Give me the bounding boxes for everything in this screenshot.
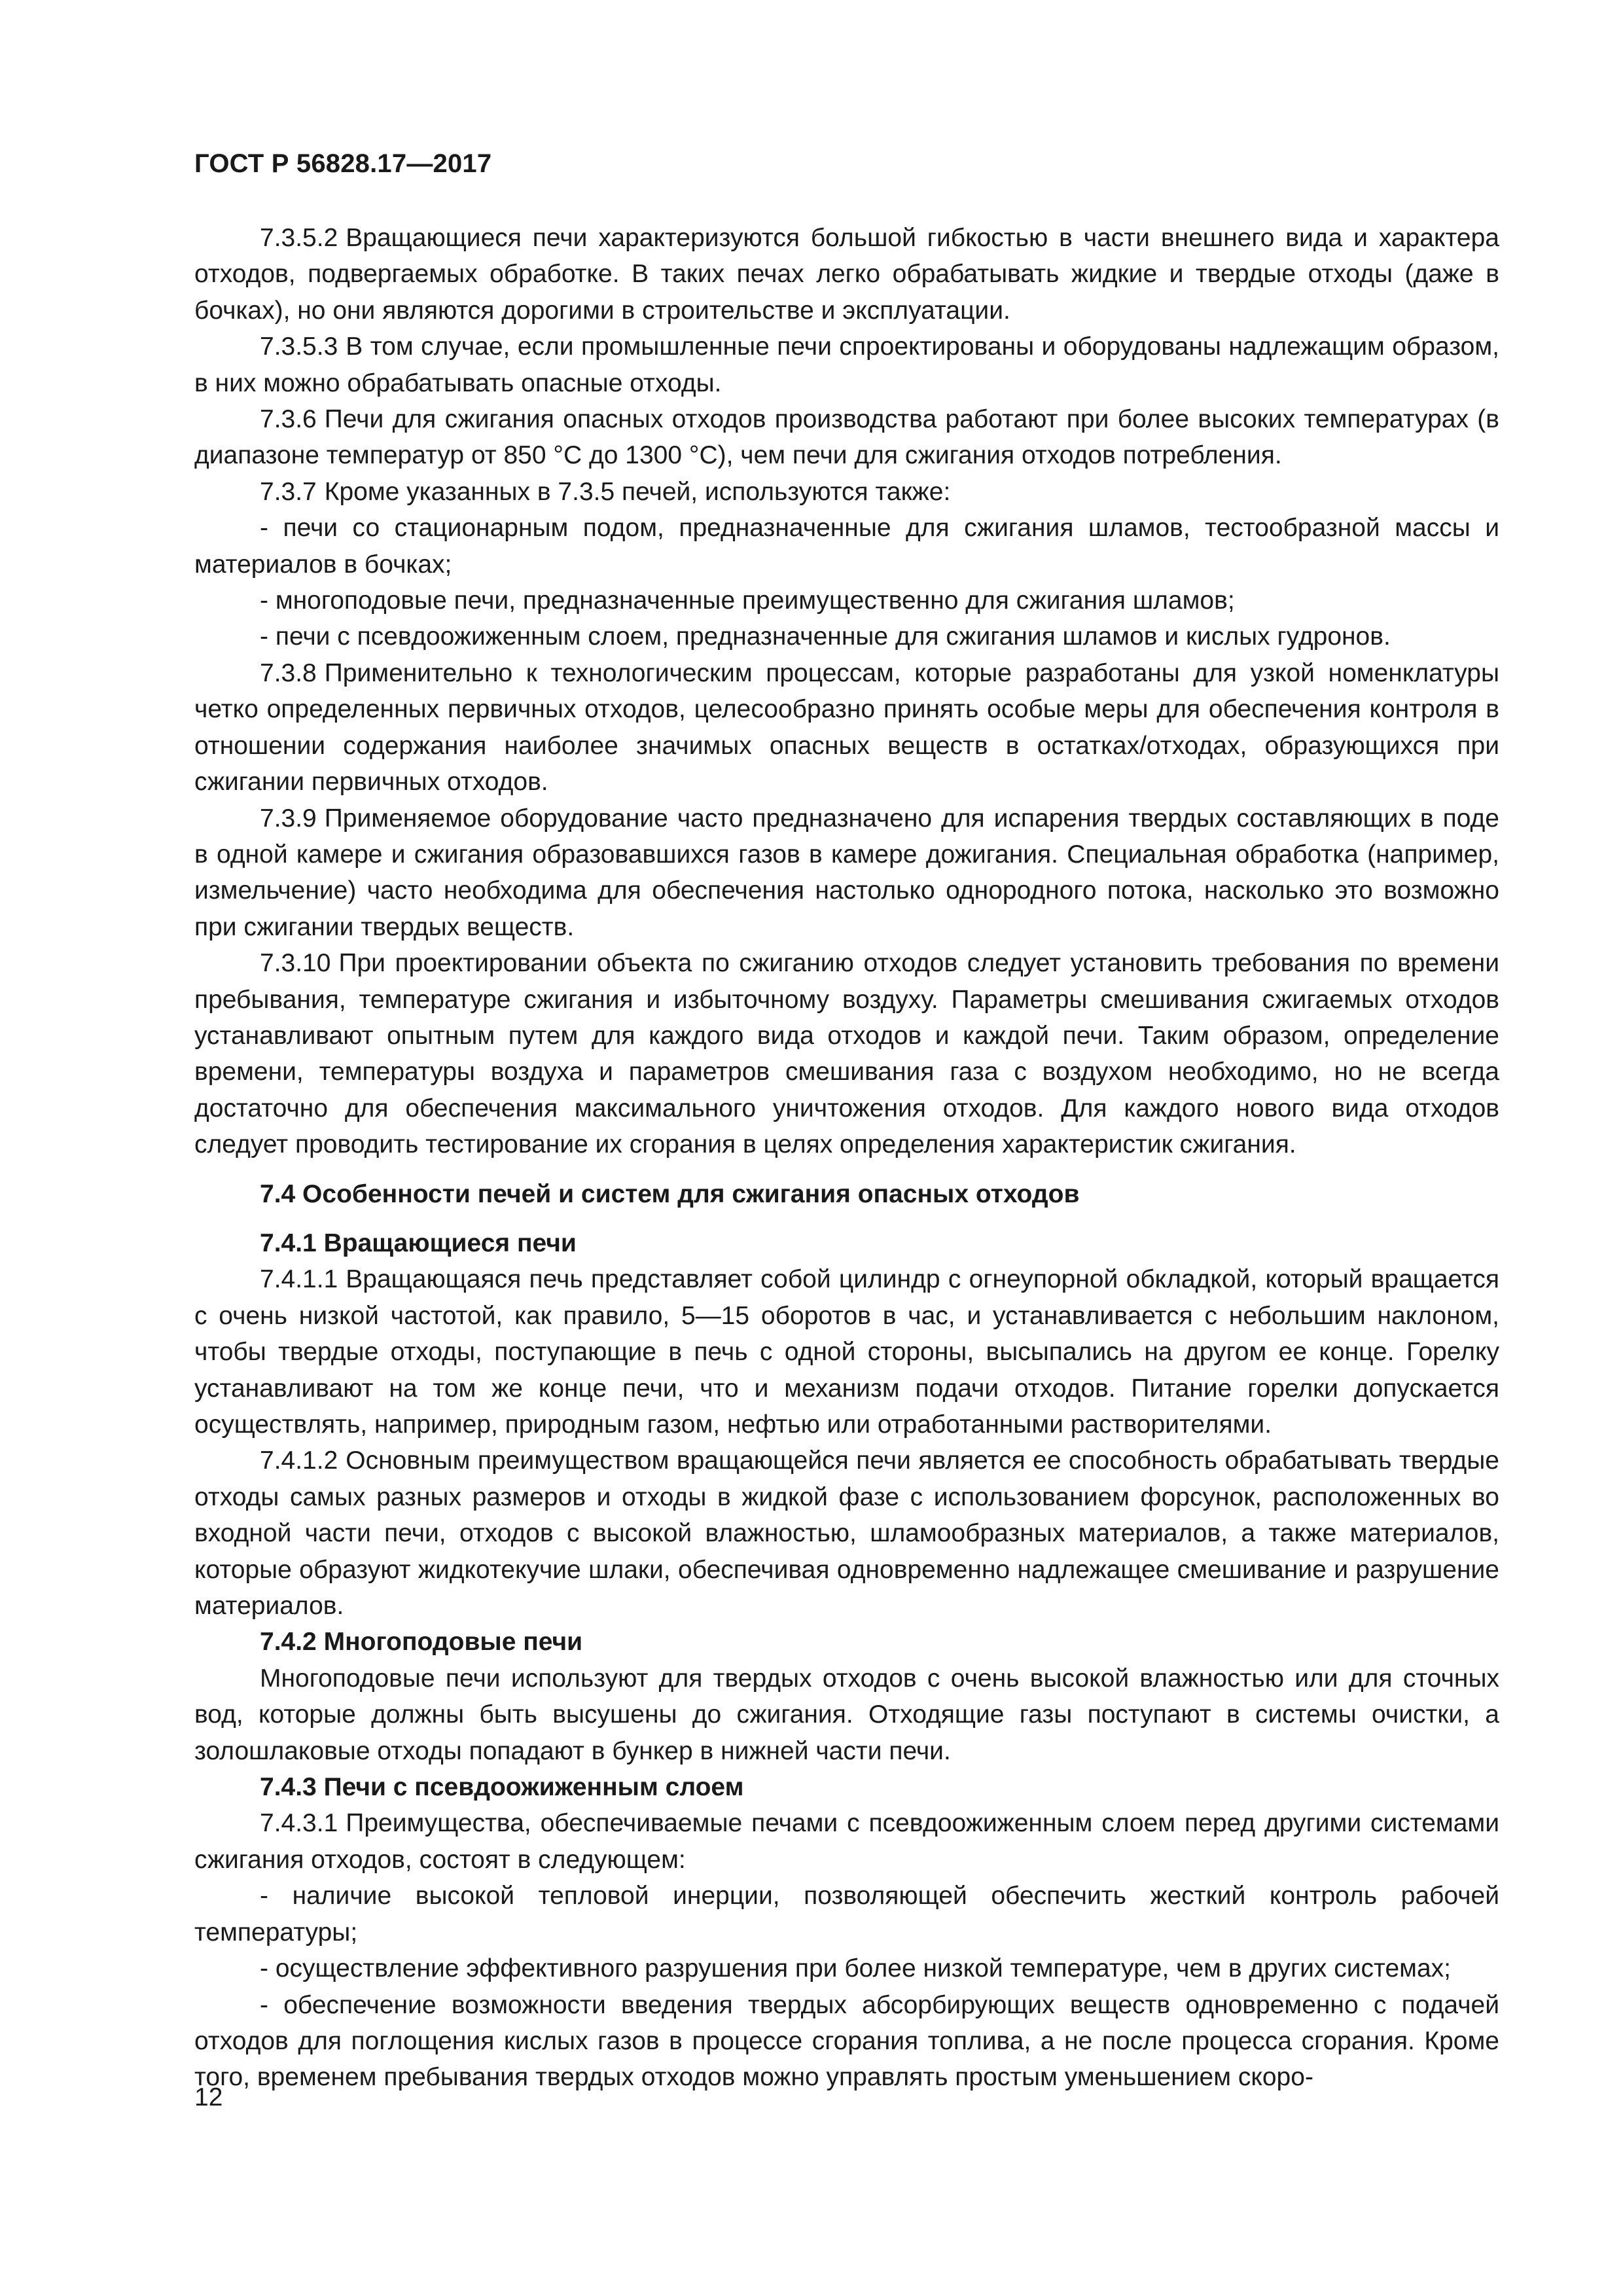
clause-number: 7.4.1.2 — [260, 1446, 338, 1475]
paragraph-text: Вращающаяся печь представляет собой цилиндр с огнеупорной обкладкой, который вращается с очень низкой частотой, как правило, 5—15 оборотов в час, и устанавливается с небольшим наклоном, чтобы твердые отходы, поступающие в печь с одной стороны, высыпались на другом ее конце. Горелку устанавливают на том же конце печи, что и механизм подачи отходов. Питание горелки допускается осуществлять, например, природным газом, нефтью или отработанными растворителями. — [194, 1265, 1499, 1439]
paragraph-text: Преимущества, обеспечиваемые печами с псевдоожиженным слоем перед другими системами сжигания отходов, состоят в следующем: — [194, 1809, 1499, 1874]
paragraph-7-4-1-1 — [194, 1261, 1499, 1443]
list-item — [194, 510, 1499, 583]
clause-number: 7.3.9 — [260, 804, 317, 833]
document-header — [194, 149, 491, 179]
list-item-text: - осуществление эффективного разрушения при более низкой температуре, чем в других системах; — [260, 1954, 1451, 1983]
paragraph-text: Кроме указанных в 7.3.5 печей, используются также: — [324, 477, 951, 506]
subsection-heading-7-4-2: 7.4.2 Многоподовые печи — [260, 1628, 583, 1657]
list-item-text: - печи со стационарным подом, предназначенные для сжигания шламов, тестообразной массы и материалов в бочках; — [194, 514, 1499, 579]
section-heading-7-4: 7.4 Особенности печей и систем для сжигания опасных отходов — [260, 1179, 1080, 1208]
list-item — [194, 1878, 1499, 1950]
clause-number: 7.3.5.3 — [260, 332, 338, 361]
list-item-text: - обеспечение возможности введения твердых абсорбирующих веществ одновременно с подачей отходов для поглощения кислых газов в процессе сгорания топлива, а не после процесса сгорания. Кроме того, временем пребывания твердых отходов можно управлять простым уменьшением скоро- — [194, 1990, 1499, 2092]
paragraph-text: При проектировании объекта по сжиганию отходов следует установить требования по времени пребывания, температуре сжигания и избыточному воздуху. Параметры смешивания сжигаемых отходов устанавливают опытным путем для каждого вида отходов и каждой печи. Таким образом, определение времени, температуры воздуха и параметров смешивания газа с воздухом необходимо, но не всегда достаточно для обеспечения максимального уничтожения отходов. Для каждого нового вида отходов следует проводить тестирование их сгорания в целях определения характеристик сжигания. — [194, 949, 1499, 1159]
paragraph-text: Печи для сжигания опасных отходов производства работают при более высоких температурах (в диапазоне температур от 850 °С до 1300 °С), чем печи для сжигания отходов потребления. — [194, 405, 1499, 470]
paragraph-text: Вращающиеся печи характеризуются большой гибкостью в части внешнего вида и характера отходов, подвергаемых обработке. В таких печах легко обрабатывать жидкие и твердые отходы (даже в бочках), но они являются дорогими в строительстве и эксплуатации. — [194, 224, 1499, 325]
paragraph-7-4-3-1 — [194, 1805, 1499, 1878]
clause-number: 7.3.8 — [260, 658, 317, 687]
paragraph-7-3-8 — [194, 655, 1499, 800]
standard-title: ГОСТ Р 56828.17—2017 — [194, 149, 492, 178]
subsection-heading-7-4-3: 7.4.3 Печи с псевдоожиженным слоем — [260, 1773, 744, 1802]
list-item — [194, 583, 1499, 619]
paragraph-7-4-2 — [194, 1660, 1499, 1769]
subsection-heading-7-4-1: 7.4.1 Вращающиеся печи — [260, 1229, 577, 1257]
clause-number: 7.3.5.2 — [260, 224, 338, 252]
paragraph-7-3-5-2 — [194, 220, 1499, 329]
list-item — [194, 1987, 1499, 2096]
paragraph-7-3-7 — [194, 474, 1499, 510]
clause-number: 7.3.7 — [260, 477, 317, 506]
paragraph-7-3-5-3 — [194, 329, 1499, 401]
clause-number: 7.3.10 — [260, 949, 331, 978]
paragraph-text: Применяемое оборудование часто предназначено для испарения твердых составляющих в поде в одной камере и сжигания образовавшихся газов в камере дожигания. Специальная обработка (например, измельчение) часто необходима для обеспечения настолько однородного потока, насколько это возможно при сжигании твердых веществ. — [194, 804, 1499, 941]
paragraph-text: Применительно к технологическим процессам, которые разработаны для узкой номенклатуры четко определенных первичных отходов, целесообразно принять особые меры для обеспечения контроля в отношении содержания наиболее значимых опасных веществ в остатках/отходах, образующихся при сжигании первичных отходов. — [194, 658, 1499, 797]
paragraph-7-3-9 — [194, 800, 1499, 946]
list-item-text: - наличие высокой тепловой инерции, позволяющей обеспечить жесткий контроль рабочей температуры; — [194, 1882, 1499, 1946]
page-footer — [194, 2083, 223, 2112]
document-body — [194, 220, 1499, 2096]
clause-number: 7.4.1.1 — [260, 1265, 338, 1294]
paragraph-text: В том случае, если промышленные печи спроектированы и оборудованы надлежащим образом, в них можно обрабатывать опасные отходы. — [194, 332, 1499, 397]
paragraph-7-3-6 — [194, 401, 1499, 474]
clause-number: 7.4.3.1 — [260, 1809, 338, 1838]
list-item-text: - печи с псевдоожиженным слоем, предназначенные для сжигания шламов и кислых гудронов. — [260, 622, 1391, 651]
paragraph-7-3-10 — [194, 945, 1499, 1162]
paragraph-7-4-1-2 — [194, 1443, 1499, 1624]
list-item-text: - многоподовые печи, предназначенные преимущественно для сжигания шламов; — [260, 586, 1235, 615]
list-item — [194, 1950, 1499, 1986]
list-item — [194, 619, 1499, 655]
paragraph-text: Основным преимуществом вращающейся печи является ее способность обрабатывать твердые отходы самых разных размеров и отходы в жидкой фазе с использованием форсунок, расположенных во входной части печи, отходов с высокой влажностью, шламообразных материалов, а также материалов, которые образуют жидкотекучие шлаки, обеспечивая одновременно надлежащее смешивание и разрушение материалов. — [194, 1446, 1499, 1621]
page-number: 12 — [194, 2083, 223, 2111]
paragraph-text: Многоподовые печи используют для твердых отходов с очень высокой влажностью или для сточных вод, которые должны быть высушены до сжигания. Отходящие газы поступают в системы очистки, а золошлаковые отходы попадают в бункер в нижней части печи. — [194, 1664, 1499, 1765]
clause-number: 7.3.6 — [260, 405, 317, 434]
